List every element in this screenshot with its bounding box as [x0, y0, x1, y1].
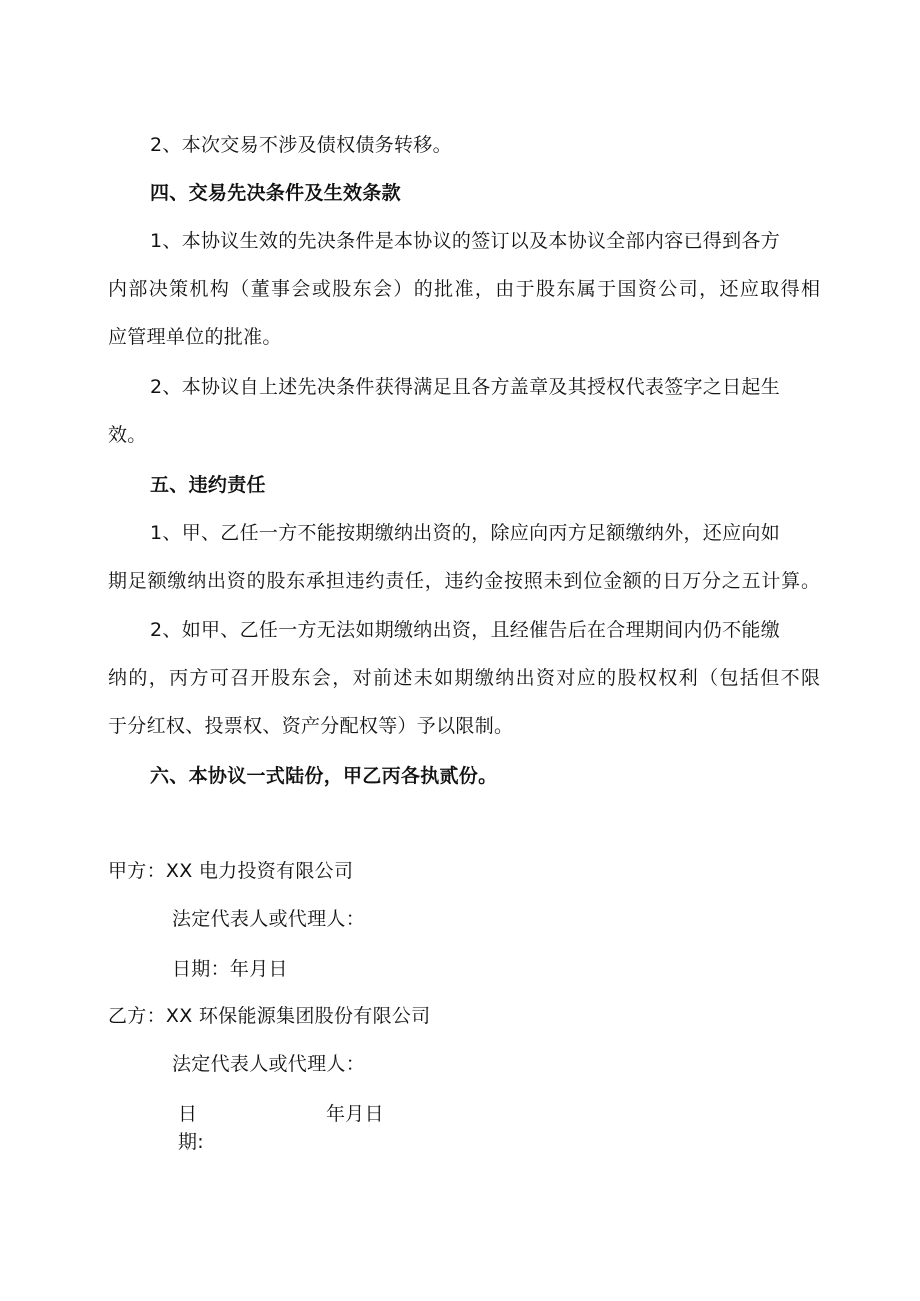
party-a-name: 甲方：XX 电力投资有限公司 — [108, 860, 354, 882]
party-b-name: 乙方：XX 环保能源集团股份有限公司 — [108, 1005, 431, 1027]
section-6-heading: 六、本协议一式陆份，甲乙丙各执贰份。 — [150, 765, 498, 787]
clause-4-item-1-line-1: 1、本协议生效的先决条件是本协议的签订以及本协议全部内容已得到各方 — [150, 230, 780, 252]
clause-4-item-2-line-1: 2、本协议自上述先决条件获得满足且各方盖章及其授权代表签字之日起生 — [150, 376, 780, 398]
clause-5-item-2-line-2: 纳的，丙方可召开股东会，对前述未如期缴纳出资对应的股权权利（包括但不限 — [108, 667, 820, 689]
party-a-date: 日期：年月日 — [172, 958, 288, 980]
clause-5-item-1-line-2: 期足额缴纳出资的股东承担违约责任，违约金按照未到位金额的日万分之五计算。 — [108, 570, 820, 592]
party-b-date-value: 年月日 — [326, 1103, 384, 1125]
section-5-heading: 五、违约责任 — [150, 474, 266, 496]
section-4-heading: 四、交易先决条件及生效条款 — [150, 182, 401, 204]
clause-3-item-2: 2、本次交易不涉及债权债务转移。 — [150, 134, 452, 156]
clause-5-item-2-line-1: 2、如甲、乙任一方无法如期缴纳出资，且经催告后在合理期间内仍不能缴 — [150, 619, 780, 641]
party-a-representative: 法定代表人或代理人： — [172, 908, 366, 930]
party-b-date-label-2: 期: — [178, 1131, 205, 1153]
clause-4-item-1-line-2: 内部决策机构（董事会或股东会）的批准，由于股东属于国资公司，还应取得相 — [108, 278, 820, 300]
clause-4-item-2-line-2: 效。 — [108, 424, 147, 446]
clause-4-item-1-line-3: 应管理单位的批准。 — [108, 326, 282, 348]
party-b-date-label-1: 日 — [178, 1103, 198, 1125]
clause-5-item-2-line-3: 于分红权、投票权、资产分配权等）予以限制。 — [108, 715, 514, 737]
party-b-representative: 法定代表人或代理人： — [172, 1053, 366, 1075]
clause-5-item-1-line-1: 1、甲、乙任一方不能按期缴纳出资的，除应向丙方足额缴纳外，还应向如 — [150, 522, 780, 544]
